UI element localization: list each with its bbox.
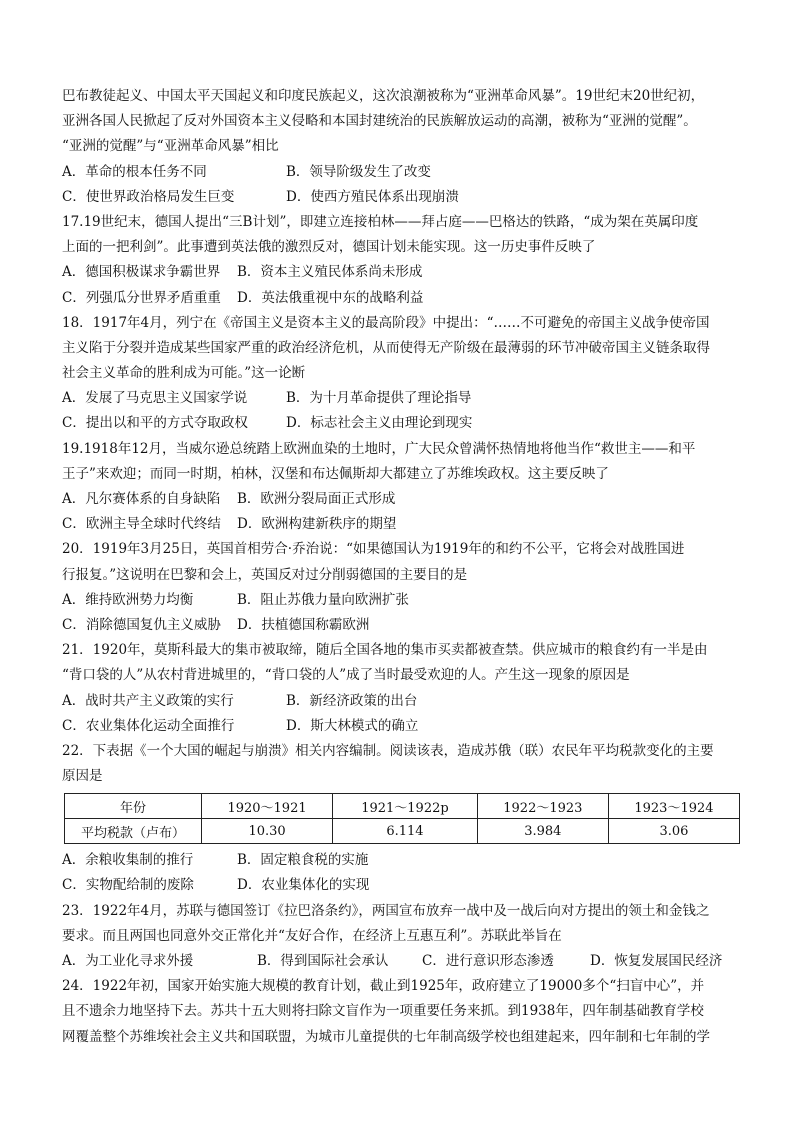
options-row [62,185,744,210]
option-d[interactable]: D．恢复发展国民经济 [590,953,723,969]
options-row [62,286,744,311]
option-d[interactable]: D．扶植德国称霸欧洲 [237,616,370,633]
table-cell-tax: 3.984 [477,819,608,844]
option-d[interactable]: D．欧洲构建新秩序的期望 [237,516,397,533]
option-c[interactable]: C．消除德国复仇主义威胁 [62,616,221,633]
question-text-line: 21．1920年，莫斯科最大的集市被取缔，随后全国各地的集市买卖都被查禁。供应城市的粮食约有一半是由 [62,642,708,659]
question-text-line: 20．1919年3月25日，英国首相劳合·乔治说：“如果德国认为1919年的和约不公平，它将会对战胜国进 [62,541,685,558]
question-text-line: 网覆盖整个苏维埃社会主义共和国联盟，为城市儿童提供的七年制高级学校也组建起来，四年制和七年制的学 [62,1028,710,1045]
options-row [62,411,744,436]
table-row-header: 平均税款（卢布） [65,819,202,844]
option-c[interactable]: C．提出以和平的方式夺取政权 [62,415,248,432]
options-row [62,714,744,739]
option-b[interactable]: B．领导阶级发生了改变 [286,163,431,180]
option-c[interactable]: C．进行意识形态渗透 [422,953,554,969]
options-row [62,613,744,638]
question-21 [62,638,744,739]
option-a[interactable]: A．德国积极谋求争霸世界 [62,264,221,281]
question-text-line: 主义陷于分裂并造成某些国家严重的政治经济危机，从而使得无产阶级在最薄弱的环节冲破帝国主义链条取得 [62,339,710,356]
option-c[interactable]: C．实物配给制的废除 [62,877,194,894]
question-text-line: 24．1922年初，国家开始实施大规模的教育计划，截止到1925年，政府建立了19000多个“扫盲中心”，并 [62,978,705,995]
question-19 [62,437,744,538]
option-b[interactable]: B．阻止苏俄力量向欧洲扩张 [237,591,409,608]
question-20 [62,537,744,638]
options-row [62,386,744,411]
table-row [65,794,740,819]
question-text-line: 22．下表据《一个大国的崛起与崩溃》相关内容编制。阅读该表，造成苏俄（联）农民年平均税款变化的主要 [62,742,714,759]
question-text-line: 社会主义革命的胜利成为可能。”这一论断 [62,365,306,382]
option-b[interactable]: B．固定粮食税的实施 [237,852,369,869]
options-row [62,260,744,285]
table-row-header: 年份 [65,794,202,819]
table-cell-tax: 10.30 [202,819,333,844]
option-d[interactable]: D．英法俄重视中东的战略利益 [237,289,424,306]
table-cell-year: 1923～1924 [608,794,739,819]
option-c[interactable]: C．列强瓜分世界矛盾重重 [62,289,221,306]
option-a[interactable]: A．维持欧洲势力均衡 [62,591,194,608]
option-c[interactable]: C．农业集体化运动全面推行 [62,717,235,734]
question-text-line: 原因是 [62,768,103,785]
options-row [62,487,744,512]
options-row [62,873,744,898]
options-row [62,689,744,714]
question-text-line: 23．1922年4月，苏联与德国签订《拉巴洛条约》，两国宣布放弃一战中及一战后向对方提出的领土和金钱之 [62,902,710,919]
question-text-line: 要求。而且两国也同意外交正常化并“友好合作，在经济上互惠互利”。苏联此举旨在 [62,927,562,944]
question-text-line: “亚洲的觉醒”与“亚洲革命风暴”相比 [62,138,279,155]
table-cell-year: 1920～1921 [202,794,333,819]
option-b[interactable]: B．新经济政策的出台 [286,692,418,709]
option-a[interactable]: A．战时共产主义政策的实行 [62,692,234,709]
question-text-line: 行报复。”这说明在巴黎和会上，英国反对过分削弱德国的主要目的是 [62,566,468,583]
option-b[interactable]: B．为十月革命提供了理论指导 [286,390,472,407]
option-b[interactable]: B．得到国际社会承认 [257,953,389,969]
options-row [62,160,744,185]
option-a[interactable]: A．为工业化寻求外援 [62,953,194,969]
option-d[interactable]: D．斯大林模式的确立 [286,717,419,734]
question-24 [62,974,744,1050]
option-a[interactable]: A．革命的根本任务不同 [62,163,207,180]
question-17 [62,210,744,311]
question-text-line: 亚洲各国人民掀起了反对外国资本主义侵略和本国封建统治的民族解放运动的高潮，被称为“亚洲的觉醒”。 [62,113,697,130]
option-c[interactable]: C．使世界政治格局发生巨变 [62,188,235,205]
question-text-line: 17.19世纪末，德国人提出“三B计划”，即建立连接柏林——拜占庭——巴格达的铁路，“成为架在英属印度 [62,213,699,230]
table-cell-tax: 6.114 [333,819,478,844]
tax-table [64,793,740,844]
exam-page [62,84,744,1050]
question-text-line: 巴布教徒起义、中国太平天国起义和印度民族起义，这次浪潮被称为“亚洲革命风暴”。19世纪末20世纪初， [62,88,705,104]
options-row [62,848,744,873]
question-22 [62,739,744,899]
option-d[interactable]: D．标志社会主义由理论到现实 [286,415,473,432]
question-text-line: 王子”来欢迎；而同一时期，柏林，汉堡和布达佩斯却大都建立了苏维埃政权。这主要反映了 [62,465,609,482]
table-cell-year: 1922～1923 [477,794,608,819]
question-18 [62,311,744,437]
option-a[interactable]: A．余粮收集制的推行 [62,852,194,869]
question-23 [62,899,744,975]
option-a[interactable]: A．发展了马克思主义国家学说 [62,390,248,407]
option-d[interactable]: D．农业集体化的实现 [237,877,370,894]
option-a[interactable]: A．凡尔赛体系的自身缺陷 [62,491,221,507]
option-b[interactable]: B．欧洲分裂局面正式形成 [237,491,396,507]
option-c[interactable]: C．欧洲主导全球时代终结 [62,516,221,533]
question-text-line: 18．1917年4月，列宁在《帝国主义是资本主义的最高阶段》中提出：“……不可避免的帝国主义战争使帝国 [62,314,710,331]
options-row [62,588,744,613]
option-d[interactable]: D．使西方殖民体系出现崩溃 [286,188,459,205]
table-cell-tax: 3.06 [608,819,739,844]
table-row [65,819,740,844]
table-cell-year: 1921～1922p [333,794,478,819]
question-text-line: 19.1918年12月，当威尔逊总统踏上欧洲血染的土地时，广大民众曾满怀热情地将他当作“救世主——和平 [62,440,696,457]
question-text-line: 且不遗余力地坚持下去。苏共十五大则将扫除文盲作为一项重要任务来抓。到1938年，四年制基础教育学校 [62,1003,704,1020]
options-row [62,512,744,537]
option-b[interactable]: B．资本主义殖民体系尚未形成 [237,264,423,281]
options-row [62,949,744,974]
question-text-line: “背口袋的人”从农村背进城里的，“背口袋的人”成了当时最受欢迎的人。产生这一现象的原因是 [62,667,630,684]
question-text-line: 上面的一把利剑”。此事遭到英法俄的激烈反对，德国计划未能实现。这一历史事件反映了 [62,239,596,256]
question-16-continuation [62,84,744,210]
